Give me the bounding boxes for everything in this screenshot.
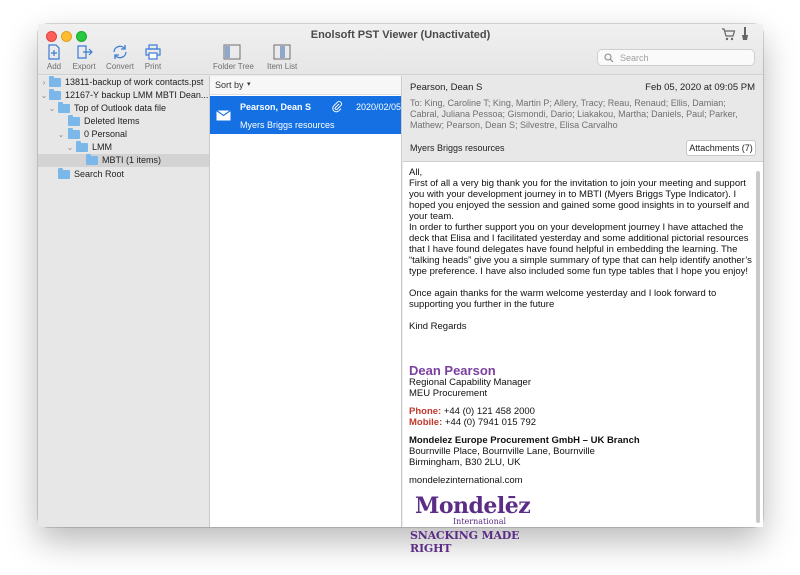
folder-tree-icon [223,44,241,60]
sort-label[interactable]: Sort by [215,80,244,90]
signature-mobile: Mobile: +44 (0) 7941 015 792 [409,417,537,428]
mondelez-logo: Mondelēz International SNACKING MADE RIGHT [410,493,531,555]
chevron-down-icon[interactable]: ⌄ [48,104,56,113]
paperclip-icon [332,101,342,112]
body-paragraph: First of all a very big thank you for the invitation to join your meeting and support you with your development journey in to MBTI (Myers Briggs Type Indicator). I hoped you enjoyed the session and gained some good insights in to yourself and your team. [409,178,750,222]
window-title: Enolsoft PST Viewer (Unactivated) [310,29,491,41]
title-bar [38,24,763,75]
add-button[interactable]: Add [45,44,63,74]
body-paragraph: In order to further support you on your development journey I have attached the deck that Elisa and I facilitated yesterday and some additional pictorial resources that I have found delegates have found helpful in embedding the learning. The “talking heads” give you a simple summary of type that can help identify another’s type preference. I have also included some fun type tables that I hope you enjoy! [409,222,752,277]
signature-address-line1: Bournville Place, Bournville Lane, Bournville [409,446,595,457]
chevron-down-icon[interactable]: ▾ [247,81,251,88]
body-paragraph: Once again thanks for the warm welcome yesterday and I look forward to supporting you further in the future [409,288,717,310]
folder-icon [86,156,98,165]
body-closing: Kind Regards [409,321,467,332]
tree-item-mbti-pst[interactable]: ⌄ 12167-Y backup LMM MBTI Dean... [40,90,209,100]
attachments-button[interactable]: Attachments (7) [686,140,756,156]
header-from: Pearson, Dean S [410,82,483,93]
header-recipients: To: King, Caroline T; King, Martin P; Allery, Tracy; Reau, Renaud; Ellis, Damian; Cabral, Juliana Pessoa; Gismondi, Dario; Liakakou, Martha; Daniels, Paul; Parker, Mathew; Pearson, Dean S; Silvestre, Elisa Carvalho [410,98,738,130]
folder-icon [49,78,61,87]
message-from: Pearson, Dean S [240,102,312,112]
app-window [38,24,763,555]
folder-icon [76,143,88,152]
reading-pane [403,76,763,555]
header-date: Feb 05, 2020 at 09:05 PM [645,82,755,93]
signature-company: Mondelez Europe Procurement GmbH – UK Branch [409,435,640,446]
tree-item-contacts-pst[interactable]: › 13811-backup of work contacts.pst [38,76,209,89]
convert-icon [111,44,129,60]
signature-name: Dean Pearson [409,363,496,378]
message-body [409,167,753,332]
tree-item-lmm[interactable]: ⌄ LMM [66,142,112,152]
message-header [403,76,763,162]
message-date: 2020/02/05 [356,102,402,112]
message-list-pane [210,76,402,527]
convert-button[interactable]: Convert [105,44,135,74]
tree-item-mbti[interactable]: MBTI (1 items) [38,154,209,167]
chevron-down-icon[interactable]: ⌄ [40,91,48,100]
signature-address-line2: Birmingham, B30 2LU, UK [409,457,521,468]
signature-phone: Phone: +44 (0) 121 458 2000 [409,406,535,417]
print-icon [144,44,162,60]
signature-role: Regional Capability Manager [409,377,531,388]
add-file-icon [45,44,63,60]
tree-item-top-of-outlook[interactable]: ⌄ Top of Outlook data file [48,103,167,113]
search-box[interactable] [597,49,755,66]
tree-item-personal[interactable]: ⌄ 0 Personal [57,129,128,139]
search-icon [604,53,614,63]
folder-icon [58,104,70,113]
export-icon [75,44,93,60]
cart-icon[interactable] [721,28,735,41]
header-subject: Myers Briggs resources [410,143,505,153]
reader-scrollbar[interactable] [756,171,760,523]
chevron-right-icon[interactable]: › [42,78,46,87]
folder-tree-button[interactable]: Folder Tree [213,44,251,74]
item-list-button[interactable]: Item List [267,44,297,74]
item-list-icon [273,44,291,60]
tree-item-deleted-items[interactable]: Deleted Items [38,115,209,128]
folder-icon [58,170,70,179]
message-row[interactable] [210,96,401,134]
folder-icon [68,130,80,139]
folder-icon [68,117,80,126]
tree-item-search-root[interactable]: Search Root [38,168,209,181]
print-button[interactable]: Print [142,44,164,74]
signature-website[interactable]: mondelezinternational.com [409,475,523,486]
search-input[interactable] [620,51,750,64]
body-greeting: All, [409,167,423,178]
chevron-down-icon[interactable]: ⌄ [57,130,65,139]
sort-bar[interactable] [210,76,401,95]
brush-icon[interactable] [740,27,750,41]
folder-icon [49,91,61,100]
envelope-icon [216,110,231,121]
folder-tree-pane [38,76,210,527]
chevron-down-icon[interactable]: ⌄ [66,143,74,152]
export-button[interactable]: Export [71,44,97,74]
signature-dept: MEU Procurement [409,388,488,399]
message-subject: Myers Briggs resources [240,120,335,130]
